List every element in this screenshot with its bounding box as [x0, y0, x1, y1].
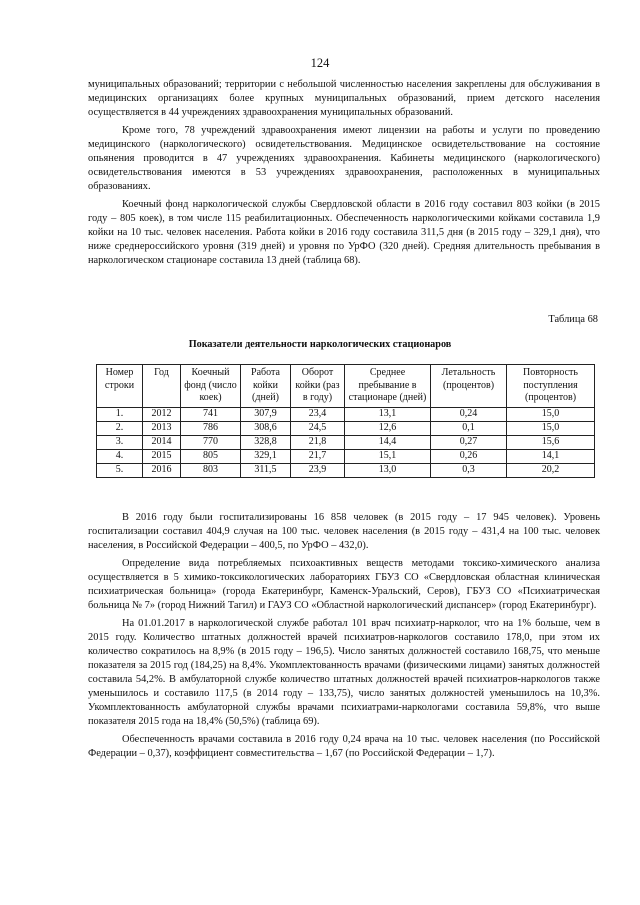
- cell-mortality: 0,1: [431, 421, 507, 435]
- cell-row-number: 3.: [97, 435, 143, 449]
- cell-bed-turnover: 21,8: [291, 435, 345, 449]
- cell-year: 2016: [143, 463, 181, 477]
- paragraph-licenses: Кроме того, 78 учреждений здравоохранения имеют лицензии на работы и услуги по проведению медицинского (наркологического) освидетельствования. Медицинское освидетельствование на состояние опьянения проводится в 47 учреждениях здравоохранения. Кабинеты медицинского (наркологического) освидетельствования имеются в 53 учреждениях здравоохранения, расположенных в муниципальных образованиях.: [88, 125, 600, 192]
- header-mortality: Летальность (процентов): [431, 365, 507, 408]
- cell-row-number: 1.: [97, 407, 143, 421]
- cell-readmission: 14,1: [507, 449, 595, 463]
- paragraph-bed-fund: Коечный фонд наркологической службы Свердловской области в 2016 году составил 803 койки (в 2015 году – 805 коек), в том числе 115 реабилитационных. Обеспеченность наркологическими койками составила 1,9 койки на 10 тыс. человек населения. Работа койки в 2016 году составила 311,5 дня (в 2015 году – 329,1 дня), что ниже среднероссийского уровня (319 дней) и уровня по УрФО (320 дней). Средняя длительность пребывания в наркологическом стационаре составила 13 дней (таблица 68).: [88, 199, 600, 266]
- header-average-stay: Среднее пребывание в стационаре (дней): [345, 365, 431, 408]
- header-row-number: Номер строки: [97, 365, 143, 408]
- cell-average-stay: 13,1: [345, 407, 431, 421]
- table-row: [97, 435, 595, 449]
- cell-average-stay: 15,1: [345, 449, 431, 463]
- cell-average-stay: 13,0: [345, 463, 431, 477]
- cell-bed-turnover: 23,9: [291, 463, 345, 477]
- paragraph-hospitalization: В 2016 году были госпитализированы 16 858 человек (в 2015 году – 17 945 человек). Уровень госпитализации составил 404,9 случая на 100 тыс. человек населения (в 2015 году – 431,4 на 100 тыс. человек населения, в Российской Федерации – 400,5, по УрФО – 432,0).: [88, 512, 600, 551]
- cell-bed-work: 329,1: [241, 449, 291, 463]
- table-row: [97, 407, 595, 421]
- cell-bed-work: 307,9: [241, 407, 291, 421]
- cell-readmission: 15,6: [507, 435, 595, 449]
- paragraph-territories: муниципальных образований; территории с небольшой численностью населения закреплены для обслуживания в медицинских организациях более крупных муниципальных образований, прием детского населения осуществляется в 44 учреждениях здравоохранения муниципальных образований.: [88, 79, 600, 118]
- cell-readmission: 20,2: [507, 463, 595, 477]
- cell-year: 2014: [143, 435, 181, 449]
- intro-text: [88, 78, 600, 268]
- cell-bed-fund: 741: [181, 407, 241, 421]
- cell-bed-turnover: 21,7: [291, 449, 345, 463]
- header-bed-work: Работа койки (дней): [241, 365, 291, 408]
- header-readmission: Повторность поступления (процентов): [507, 365, 595, 408]
- header-year: Год: [143, 365, 181, 408]
- table-row: [97, 421, 595, 435]
- cell-mortality: 0,26: [431, 449, 507, 463]
- table-row: [97, 449, 595, 463]
- cell-bed-fund: 805: [181, 449, 241, 463]
- page-number: 124: [310, 56, 330, 70]
- cell-year: 2012: [143, 407, 181, 421]
- paragraph-doctor-coverage: Обеспеченность врачами составила в 2016 году 0,24 врача на 10 тыс. человек населения (по Российской Федерации – 0,37), коэффициент совместительства – 1,67 (по Российской Федерации – 1,7).: [88, 734, 600, 759]
- paragraph-staffing: На 01.01.2017 в наркологической службе работал 101 врач психиатр-нарколог, что на 1% больше, чем в 2015 году. Количество штатных должностей врачей психиатров-наркологов составило 178,0, при этом их количество сократилось на 8,9% (в 2015 году – 196,5). Число занятых должностей составило 168,75, что меньше показателя за 2015 год (184,25) на 8,4%. Укомплектованность врачами (физическими лицами) занятых должностей составила 54,2%. В амбулаторной службе количество штатных должностей врачей психиатров-наркологов также уменьшилось и составило 117,5 (в 2014 году – 133,75), число занятых должностей уменьшилось на 10,3%. Укомплектованность амбулаторной службы врачами психиатрами-наркологами составила 59,8%, что выше показателя 2015 года на 18,4% (50,5%) (таблица 69).: [88, 618, 600, 727]
- cell-bed-work: 328,8: [241, 435, 291, 449]
- cell-mortality: 0,27: [431, 435, 507, 449]
- body-text: [88, 511, 600, 761]
- table-header-row: [97, 365, 595, 408]
- cell-mortality: 0,3: [431, 463, 507, 477]
- cell-bed-turnover: 23,4: [291, 407, 345, 421]
- cell-row-number: 4.: [97, 449, 143, 463]
- cell-bed-turnover: 24,5: [291, 421, 345, 435]
- header-bed-fund: Коечный фонд (число коек): [181, 365, 241, 408]
- paragraph-toxicology: Определение вида потребляемых психоактивных веществ методами токсико-химического анализа осуществляется в 5 химико-токсикологических лабораториях ГБУЗ СО «Свердловская областная клиническая психиатрическая больница» (города Екатеринбург, Каменск-Уральский, Серов), ГБУЗ СО «Психиатрическая больница № 7» (город Нижний Тагил) и ГАУЗ СО «Областной наркологический диспансер» (город Екатеринбург).: [88, 558, 600, 611]
- cell-year: 2013: [143, 421, 181, 435]
- cell-mortality: 0,24: [431, 407, 507, 421]
- cell-row-number: 2.: [97, 421, 143, 435]
- cell-bed-work: 308,6: [241, 421, 291, 435]
- cell-bed-fund: 803: [181, 463, 241, 477]
- cell-year: 2015: [143, 449, 181, 463]
- header-bed-turnover: Оборот койки (раз в году): [291, 365, 345, 408]
- table-title: Показатели деятельности наркологических стационаров: [188, 339, 452, 350]
- cell-bed-work: 311,5: [241, 463, 291, 477]
- table-label: Таблица 68: [548, 314, 598, 325]
- cell-row-number: 5.: [97, 463, 143, 477]
- cell-readmission: 15,0: [507, 407, 595, 421]
- table-row: [97, 463, 595, 477]
- cell-readmission: 15,0: [507, 421, 595, 435]
- cell-bed-fund: 786: [181, 421, 241, 435]
- cell-average-stay: 14,4: [345, 435, 431, 449]
- cell-bed-fund: 770: [181, 435, 241, 449]
- cell-average-stay: 12,6: [345, 421, 431, 435]
- hospital-stats-table: [96, 364, 595, 478]
